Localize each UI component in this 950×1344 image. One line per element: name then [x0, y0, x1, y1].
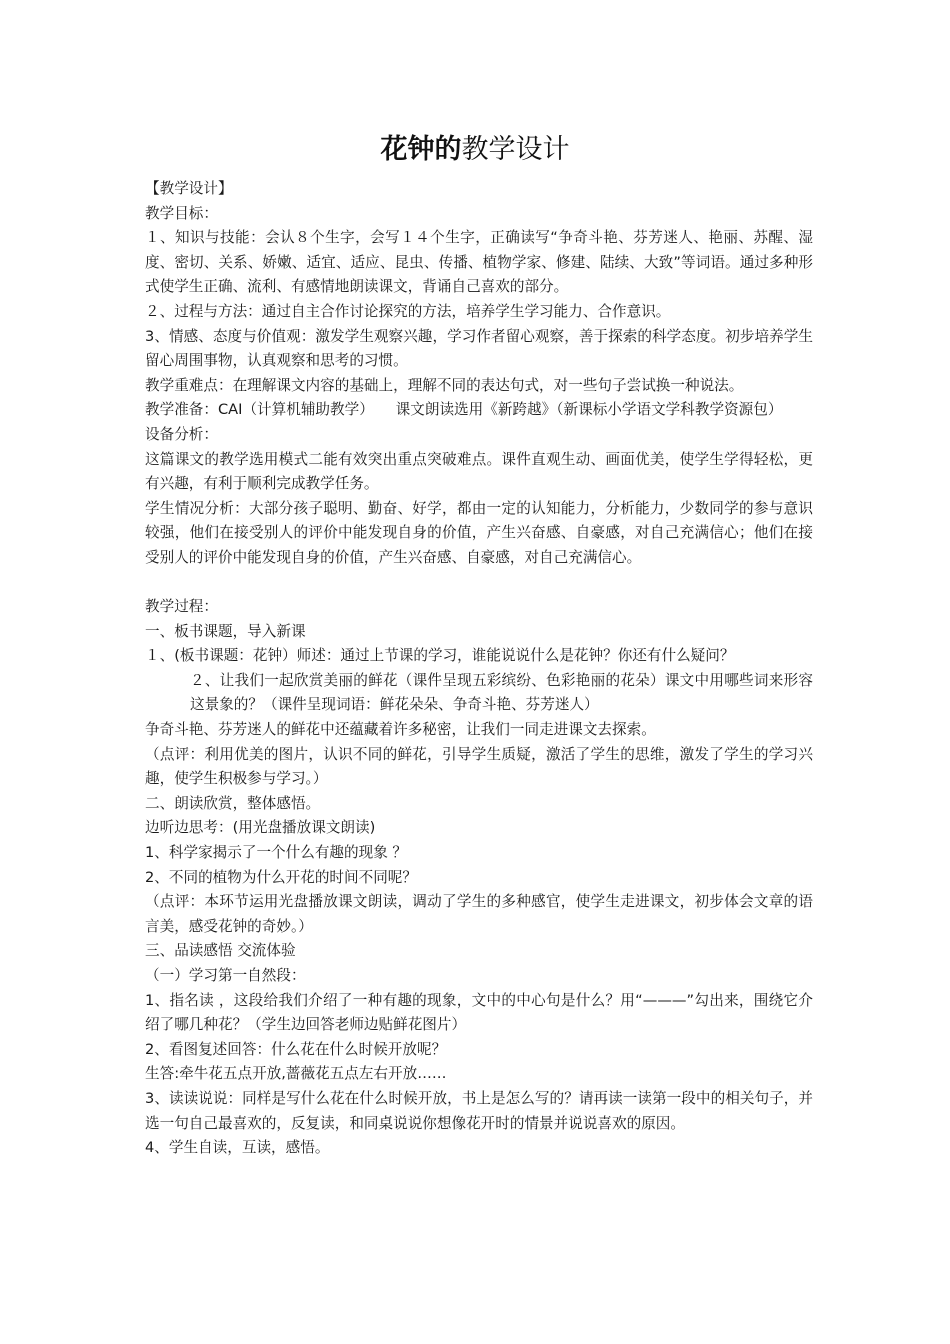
paragraph: 争奇斗艳、芬芳迷人的鲜花中还蕴藏着许多秘密，让我们一同走进课文去探索。 — [145, 721, 656, 739]
paragraph: 2、不同的植物为什么开花的时间不同呢？ — [145, 868, 417, 886]
title-normal-part: 教学设计 — [461, 134, 570, 165]
paragraph: 2、看图复述回答：什么花在什么时候开放呢？ — [145, 1040, 447, 1058]
paragraph: 教学重难点：在理解课文内容的基础上，理解不同的表达句式，对一些句子尝试换一种说法。 — [145, 376, 744, 394]
paragraph: 3、读读说说：同样是写什么花在什么时候开放，书上是怎么写的？请再读一读第一段中的相关句子，并选一句自己最喜欢的，反复读，和同桌说说你想像花开时的情景并说说喜欢的原因。 — [145, 1089, 813, 1132]
paragraph: 生答:牵牛花五点开放,蔷薇花五点左右开放…… — [145, 1065, 447, 1083]
paragraph: 一、板书课题，导入新课 — [145, 622, 306, 640]
blank-line — [145, 571, 813, 596]
paragraph: 3、情感、态度与价值观：激发学生观察兴趣，学习作者留心观察，善于探索的科学态度。初步培养学生留心周围事物，认真观察和思考的习惯。 — [145, 327, 813, 370]
paragraph: （点评：本环节运用光盘播放课文朗读，调动了学生的多种感官，使学生走进课文，初步体会文章的语言美，感受花钟的奇妙。） — [145, 893, 813, 935]
paragraph: 1、科学家揭示了一个什么有趣的现象 ？ — [145, 844, 408, 862]
document-body — [145, 177, 813, 1161]
paragraph: ２、让我们一起欣赏美丽的鲜花（课件呈现五彩缤纷、色彩艳丽的花朵）课文中用哪些词来形容这景象的？（课件呈现词语：鲜花朵朵、争奇斗艳、芬芳迷人） — [190, 671, 813, 714]
paragraph: ２、过程与方法：通过自主合作讨论探究的方法，培养学生学习能力、合作意识。 — [145, 302, 671, 320]
paragraph: 教学过程： — [145, 598, 218, 616]
paragraph: （点评：利用优美的图片，认识不同的鲜花，引导学生质疑，激活了学生的思维，激发了学生的学习兴趣，使学生积极参与学习。） — [145, 745, 813, 788]
paragraph: 教学准备：CAI（计算机辅助教学） 课文朗读选用《新跨越》（新课标小学语文学科教学资源包） — [145, 401, 783, 419]
paragraph: 二、朗读欣赏，整体感悟。 — [145, 794, 321, 812]
title-bold-part: 花钟的 — [380, 134, 462, 165]
paragraph: （一）学习第一自然段： — [145, 967, 306, 984]
paragraph: 教学目标： — [145, 204, 218, 222]
paragraph: １、(板书课题：花钟）师述：通过上节课的学习，谁能说说什么是花钟？你还有什么疑问？ — [145, 647, 735, 665]
paragraph: 1、指名读 ，这段给我们介绍了一种有趣的现象，文中的中心句是什么？用“———”勾出来，围绕它介绍了哪几种花？（学生边回答老师边贴鲜花图片） — [145, 991, 813, 1034]
paragraph: 设备分析： — [145, 425, 218, 443]
paragraph: 学生情况分析：大部分孩子聪明、勤奋、好学，都由一定的认知能力，分析能力，少数同学的参与意识较强，他们在接受别人的评价中能发现自身的价值，产生兴奋感、自豪感，对自己充满信心；他们在接受别人的评价中能发现自身的价值，产生兴奋感、自豪感，对自己充满信心。 — [145, 499, 813, 566]
paragraph: 三、品读感悟 交流体验 — [145, 942, 296, 960]
paragraph: 这篇课文的教学选用模式二能有效突出重点突破难点。课件直观生动、画面优美，使学生学得轻松，更有兴趣，有利于顺利完成教学任务。 — [145, 450, 813, 493]
paragraph: 【教学设计】 — [145, 180, 233, 197]
paragraph: １、知识与技能：会认８个生字，会写１４个生字，正确读写“争奇斗艳、芬芳迷人、艳丽、苏醒、湿度、密切、关系、娇嫩、适宜、适应、昆虫、传播、植物学家、修建、陆续、大致”等词语。通过多种形式使学生正确、流利、有感情地朗读课文，背诵自己喜欢的部分。 — [145, 229, 813, 296]
document-title — [0, 132, 950, 168]
paragraph: 边听边思考：(用光盘播放课文朗读) — [145, 819, 376, 837]
paragraph: 4、学生自读，互读，感悟。 — [145, 1139, 330, 1157]
